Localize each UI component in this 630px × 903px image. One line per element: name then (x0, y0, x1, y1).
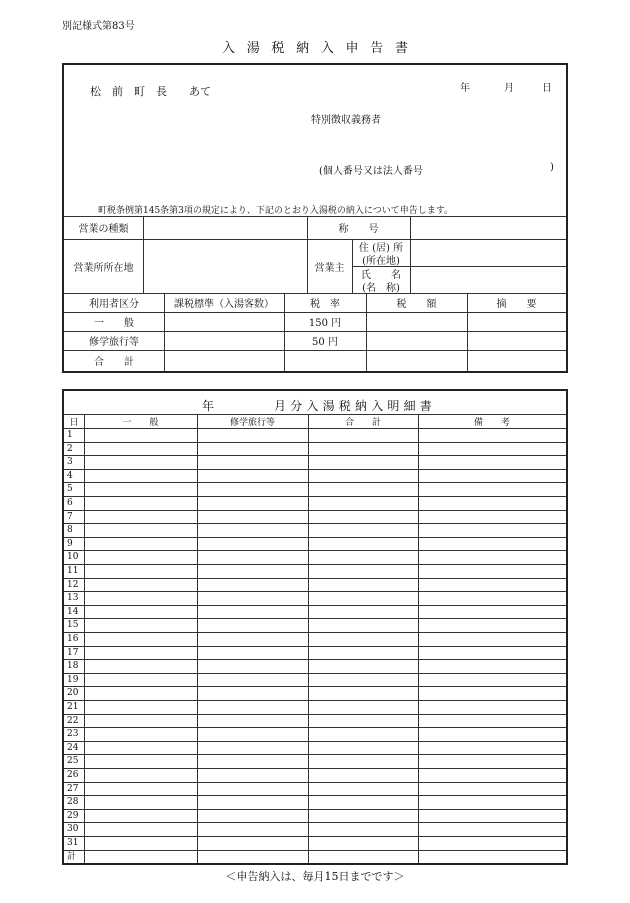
table-row (64, 851, 566, 865)
tax-header-amount: 税 額 (396, 299, 437, 310)
table-row (64, 810, 566, 824)
day-number: 20 (67, 688, 79, 699)
table-row (64, 606, 566, 620)
day-number: 31 (67, 838, 79, 848)
day-number: 18 (67, 661, 79, 672)
address-sub-label: (所在地) (362, 256, 400, 267)
name-sub-label: (名 称) (362, 283, 400, 294)
day-number: 12 (67, 579, 79, 590)
table-row (64, 823, 566, 837)
table-row (64, 619, 566, 633)
table-row (64, 579, 566, 593)
table-row (64, 429, 566, 443)
day-number: 9 (67, 538, 73, 549)
statement: 町税条例第145条第3項の規定により、下記のとおり入湯税の納入について申告します。 (98, 206, 454, 216)
day-number: 29 (67, 810, 79, 821)
form-number: 別記様式第83号 (62, 21, 135, 32)
tax-header-rate: 税 率 (310, 299, 340, 310)
table-row (64, 443, 566, 457)
day-number: 25 (67, 756, 79, 767)
operator-label: 営業主 (314, 262, 345, 274)
table-row (64, 524, 566, 538)
detail-header-school-trip: 修学旅行等 (229, 418, 275, 428)
day-number: 5 (67, 484, 73, 495)
table-row (64, 633, 566, 647)
day-number: 15 (67, 620, 79, 631)
day-number: 17 (67, 647, 79, 658)
day-number: 24 (67, 742, 79, 753)
table-row (64, 511, 566, 525)
day-number: 計 (67, 851, 77, 862)
day-number: 28 (67, 797, 79, 808)
day-number: 16 (67, 634, 79, 644)
table-row (64, 456, 566, 470)
business-location-label: 営業所所在地 (73, 262, 134, 274)
address-label: 住 (居) 所 (358, 243, 404, 254)
day-number: 30 (67, 824, 79, 835)
trade-name-label: 称 号 (338, 224, 379, 235)
day-number: 23 (67, 729, 79, 740)
detail-title-year: 年 (202, 399, 215, 413)
table-row (64, 796, 566, 810)
date-day-label: 日 (542, 83, 552, 94)
table-row (64, 701, 566, 715)
table-row (64, 592, 566, 606)
date-month-label: 月 (504, 83, 514, 94)
table-row (64, 769, 566, 783)
detail-header-total: 合 計 (344, 418, 381, 428)
table-row (64, 674, 566, 688)
detail-title: 月分入湯税納入明細書 (274, 399, 437, 413)
tax-header-category: 利用者区分 (89, 299, 139, 310)
day-number: 22 (67, 715, 79, 726)
day-number: 14 (67, 606, 79, 617)
day-number: 4 (67, 470, 73, 481)
day-number: 27 (67, 783, 79, 794)
table-row (64, 687, 566, 701)
detail-header-general: 一 般 (122, 418, 159, 428)
table-row (64, 783, 566, 797)
day-number: 19 (67, 674, 79, 685)
tax-row-rate: 50 円 (312, 337, 338, 348)
detail-header-day: 日 (69, 418, 79, 428)
day-number: 10 (67, 552, 79, 563)
table-row (64, 837, 566, 851)
table-row (64, 497, 566, 511)
day-number: 1 (67, 430, 73, 440)
date-year-label: 年 (460, 83, 470, 94)
table-row (64, 551, 566, 565)
declaration-box (62, 63, 568, 373)
detail-header-remarks: 備 考 (473, 418, 510, 428)
table-row (64, 660, 566, 674)
table-row (64, 742, 566, 756)
tax-header-remarks: 摘 要 (496, 299, 537, 310)
table-row (64, 728, 566, 742)
page-title: 入湯税納入申告書 (222, 41, 420, 56)
detail-box (62, 389, 568, 865)
tax-header-base: 課税標準（入湯客数） (174, 299, 274, 310)
obligor-label: 特別徴収義務者 (311, 115, 381, 126)
day-number: 8 (67, 525, 73, 536)
table-row (64, 755, 566, 769)
tax-row-category: 合 計 (94, 357, 134, 368)
table-row (64, 647, 566, 661)
table-row (64, 538, 566, 552)
day-number: 3 (67, 457, 73, 468)
day-number: 2 (67, 443, 73, 454)
footer-note: ＜申告納入は、毎月15日までです＞ (225, 870, 405, 883)
day-number: 26 (67, 770, 79, 780)
day-number: 7 (67, 511, 73, 522)
day-number: 11 (67, 566, 79, 576)
business-type-label: 営業の種類 (78, 224, 129, 235)
day-number: 21 (67, 702, 79, 712)
table-row (64, 470, 566, 484)
table-row (64, 715, 566, 729)
tax-row-rate: 150 円 (308, 318, 342, 329)
day-number: 13 (67, 593, 79, 604)
tax-row-category: 修学旅行等 (89, 337, 139, 348)
tax-row-category: 一 般 (94, 318, 134, 329)
table-row (64, 483, 566, 497)
table-row (64, 565, 566, 579)
addressee: 松 前 町 長 あて (90, 85, 211, 98)
day-number: 6 (67, 498, 73, 508)
id-number-label: (個人番号又は法人番号 (319, 166, 423, 177)
id-number-close: ) (550, 162, 554, 173)
name-label: 氏 名 (361, 270, 401, 281)
